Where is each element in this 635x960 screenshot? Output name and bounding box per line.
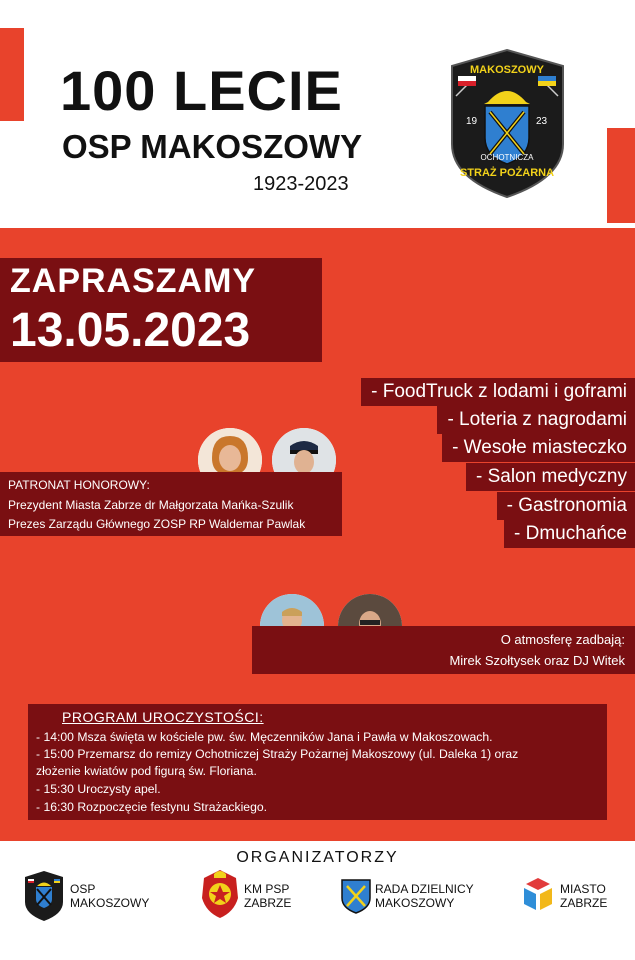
program-title: PROGRAM UROCZYSTOŚCI:	[62, 709, 264, 725]
osp-badge-icon	[22, 870, 66, 927]
city-logo-icon	[518, 876, 558, 919]
attraction-item: - FoodTruck z lodami i goframi	[361, 378, 635, 406]
badge-top-text: MAKOSZOWY	[470, 64, 544, 76]
attraction-item: - Salon medyczny	[466, 463, 635, 491]
program-item: złożenie kwiatów pod figurą św. Floriana.	[36, 764, 257, 778]
badge-bottom-text: STRAŻ POŻARNA	[459, 167, 555, 179]
attraction-item: - Wesołe miasteczko	[442, 434, 635, 462]
organizer-district-line2: MAKOSZOWY	[375, 896, 455, 910]
poster-subtitle: OSP MAKOSZOWY	[62, 128, 363, 165]
organizer-psp-line2: ZABRZE	[244, 896, 292, 910]
event-date: 13.05.2023	[10, 304, 251, 357]
program-item: - 14:00 Msza święta w kościele pw. św. Męczenników Jana i Pawła w Makoszowach.	[36, 730, 493, 744]
organizers-heading: ORGANIZATORZY	[236, 849, 399, 866]
organizer-district-line1: RADA DZIELNICY	[375, 882, 474, 896]
district-shield-icon	[340, 878, 372, 919]
organizer-osp-line2: MAKOSZOWY	[70, 896, 150, 910]
atmosphere-hosts: Mirek Szołtysek oraz DJ Witek	[449, 653, 625, 668]
program-item: - 16:30 Rozpoczęcie festynu Strażackiego.	[36, 800, 268, 814]
osp-badge-logo	[440, 46, 575, 201]
program-item: - 15:00 Przemarsz do remizy Ochotniczej Straży Pożarnej Makoszowy (ul. Daleka 1) oraz	[36, 747, 519, 761]
program-item: - 15:30 Uroczysty apel.	[36, 782, 161, 796]
attraction-item: - Loteria z nagrodami	[437, 406, 635, 434]
invite-heading: ZAPRASZAMY	[10, 262, 257, 300]
top-right-accent-bar	[607, 128, 635, 223]
atmosphere-heading: O atmosferę zadbają:	[500, 632, 625, 647]
attraction-item: - Gastronomia	[497, 492, 635, 520]
patronage-line: Prezes Zarządu Głównego ZOSP RP Waldemar Pawlak	[8, 517, 306, 531]
poster-years: 1923-2023	[253, 173, 349, 195]
badge-number-right: 23	[536, 116, 548, 127]
psp-emblem-icon	[198, 868, 242, 925]
poster-title: 100 LECIE	[60, 59, 343, 122]
organizer-psp-line1: KM PSP	[244, 882, 290, 896]
attraction-item: - Dmuchańce	[504, 520, 635, 548]
organizer-osp-line1: OSP	[70, 882, 96, 896]
organizer-city-line1: MIASTO	[560, 882, 606, 896]
organizer-city-line2: ZABRZE	[560, 896, 608, 910]
badge-mid-text: OCHOTNICZA	[480, 153, 534, 162]
top-left-accent-bar	[0, 28, 24, 121]
patronage-line: Prezydent Miasta Zabrze dr Małgorzata Mańka-Szulik	[8, 498, 294, 512]
badge-number-left: 19	[466, 116, 478, 127]
patronage-heading: PATRONAT HONOROWY:	[8, 478, 150, 492]
